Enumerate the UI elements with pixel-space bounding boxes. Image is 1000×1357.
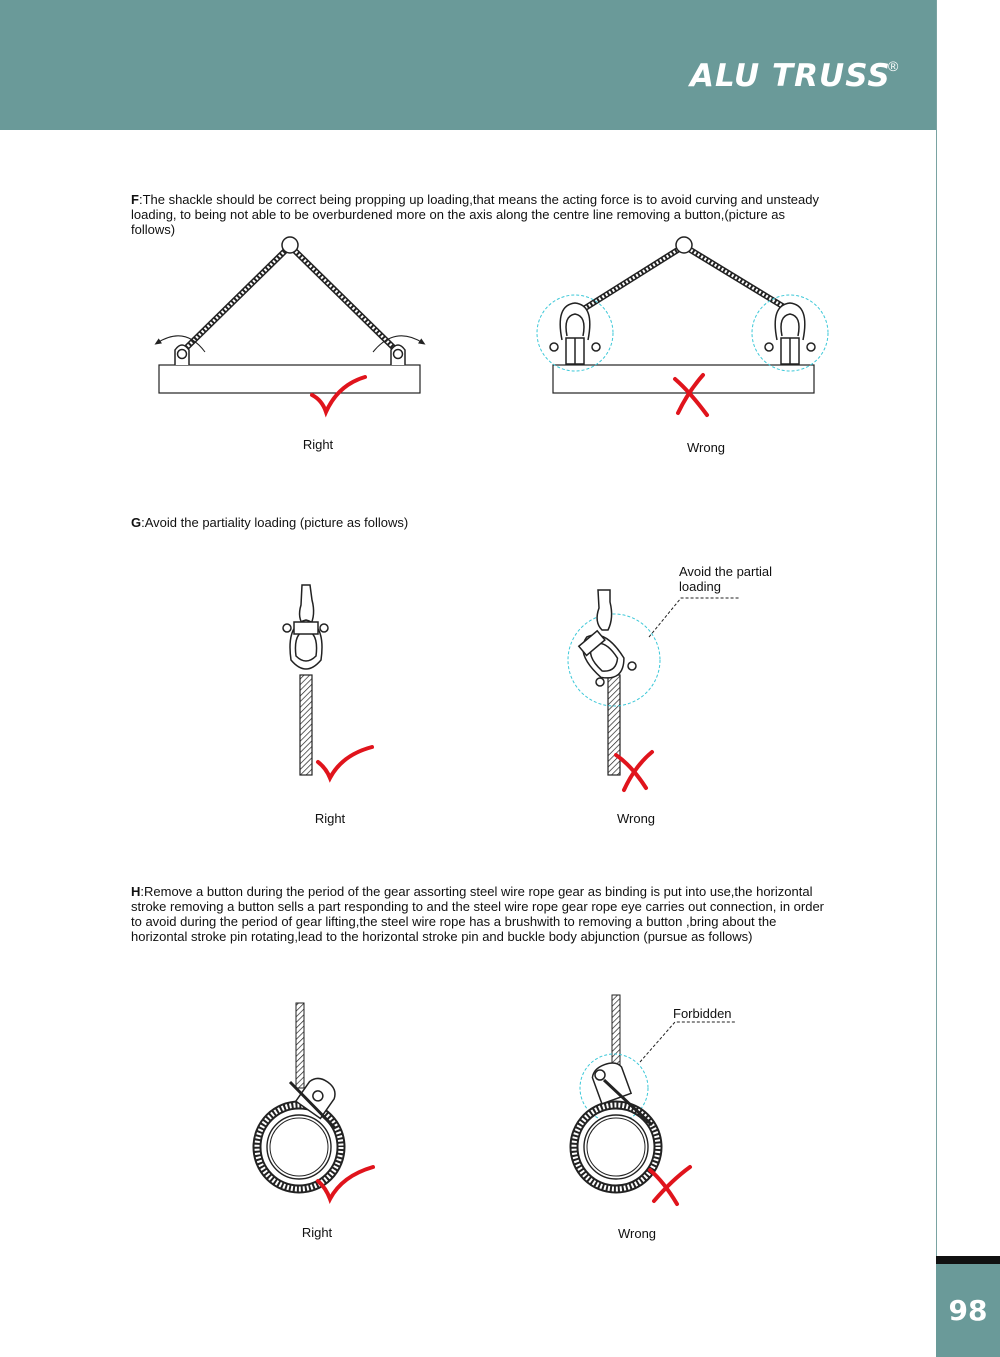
h-wrong-note: Forbidden xyxy=(673,1006,732,1021)
f-wrong-diagram xyxy=(537,237,828,415)
h-wrong-diagram xyxy=(574,995,735,1204)
h-wrong-caption: Wrong xyxy=(617,1226,657,1241)
g-wrong-note: Avoid the partial loading xyxy=(679,564,772,594)
g-wrong-caption: Wrong xyxy=(616,811,656,826)
f-right-hook-ball xyxy=(282,237,298,253)
h-wrong-callout-line xyxy=(640,1022,735,1062)
g-right-diagram xyxy=(283,585,372,778)
section-h-letter: H xyxy=(131,884,141,899)
section-g-letter: G xyxy=(131,515,142,530)
section-f-letter: F xyxy=(131,192,139,207)
f-right-caption: Right xyxy=(302,437,334,452)
h-right-caption: Right xyxy=(301,1225,333,1240)
g-wrong-callout-line xyxy=(649,598,740,637)
page-tab-divider xyxy=(936,1256,1000,1264)
page-margin-rail xyxy=(936,0,1000,1357)
g-right-caption: Right xyxy=(314,811,346,826)
section-h-text: :Remove a button during the period of the gear assorting steel wire rope gear as binding is put into use,the horizontal stroke removing a button sells a part responding to and the steel wire rope gear rope eye carries out connection, in order to avoid during the period of gear lifting,the steel wire rope has a brushwith to removing a button ,bring about the horizontal stroke pin rotating,lead to the horizontal stroke pin and buckle body abjunction (pursue as follows) xyxy=(131,884,825,944)
f-right-beam xyxy=(159,365,420,393)
page-number-tab xyxy=(936,1264,1000,1357)
g-wrong-rope xyxy=(608,675,620,775)
g-right-rope xyxy=(300,675,312,775)
brand-logo: ALU TRUSS xyxy=(690,58,891,94)
h-right-rope xyxy=(296,1003,304,1088)
g-right-checkmark-icon xyxy=(318,747,372,778)
page-number: 98 xyxy=(948,1294,988,1327)
h-right-diagram xyxy=(257,1003,373,1199)
registered-mark: ® xyxy=(888,58,899,74)
f-wrong-caption: Wrong xyxy=(686,440,726,455)
section-f-text: :The shackle should be correct being propping up loading,that means the acting force is to avoid curving and unsteady loading, to being not able to be overburdened more on the axis along the centre line removing a button,(picture as follows) xyxy=(131,192,819,237)
f-right-diagram xyxy=(157,237,423,412)
section-g-text: :Avoid the partiality loading (picture as follows) xyxy=(141,515,409,530)
g-wrong-hook xyxy=(597,590,612,630)
g-wrong-diagram xyxy=(568,590,740,790)
